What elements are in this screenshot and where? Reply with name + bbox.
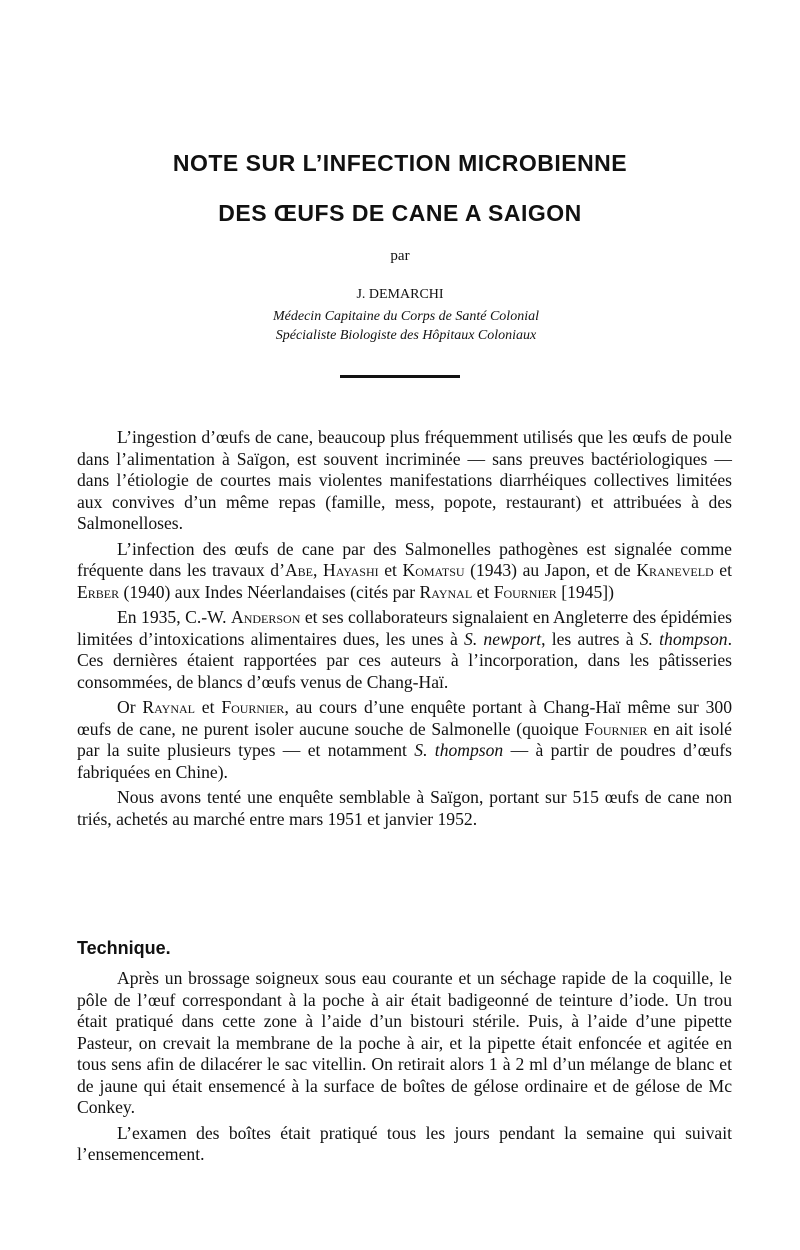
author-ref-fournier: Fournier <box>221 697 285 717</box>
author-ref-anderson: Anderson <box>230 607 301 627</box>
article-title-line-2: DES ŒUFS DE CANE A SAIGON <box>218 200 582 226</box>
body-section-technique <box>77 968 732 1170</box>
author-ref-hayashi: Hayashi <box>323 560 379 580</box>
author-ref-erber: Erber <box>77 581 120 602</box>
species-newport: S. newport <box>464 628 542 649</box>
author-ref-fournier: Fournier <box>493 581 557 602</box>
byline-par: par <box>390 248 410 264</box>
species-thompson: S. thompson <box>414 740 504 760</box>
author-ref-fournier: Fournier <box>584 718 648 739</box>
title-divider <box>340 375 460 378</box>
author-ref-raynal: Raynal <box>419 581 473 602</box>
author-ref-komatsu: Komatsu <box>402 560 465 580</box>
paragraph-2: L’infection des œufs de cane par des Salmonelles pathogènes est signalée comme fréquente dans les travaux d’Abe, Hayashi et Komatsu (1943) au Japon, et de Kraneveld et Erber (1940) aux Indes Néerlandaises (cités par Raynal et Fournier [1945]) <box>77 538 732 602</box>
article-title-line-1: NOTE SUR L’INFECTION MICROBIENNE <box>172 150 628 176</box>
paragraph-6: Après un brossage soigneux sous eau courante et un séchage rapide de la coquille, le pôle de l’œuf correspondant à la poche à air était badigeonné de teinture d’iode. Un trou était pratiqué dans cette zone à l’aide d’un bistouri stérile. Puis, à l’aide d’une pipette Pasteur, on crevait la membrane de la poche à air, et la pipette était enfoncée et agitée en tous sens afin de dilacérer le sac vitellin. On retirait alors 1 à 2 ml d’un mélange de blanc et de jaune qui était ensemencé à la surface de boîtes de gélose ordinaire et de gélose de Mc Conkey. <box>77 968 732 1117</box>
paragraph-3: En 1935, C.-W. Anderson et ses collaborateurs signalaient en Angleterre des épidémies limitées d’intoxications alimentaires dues, les unes à S. newport, les autres à S. thompson. Ces dernières étaient rapportées par ces auteurs à l’incorporation, dans les pâtisseries consommées, de blancs d’œufs venus de Chang-Haï. <box>77 607 732 692</box>
author-ref-raynal: Raynal <box>142 697 196 717</box>
author-affiliation-2: Spécialiste Biologiste des Hôpitaux Coloniaux <box>275 328 537 343</box>
author-name: J. DEMARCHI <box>356 287 444 302</box>
author-ref-abe: Abe <box>284 560 314 580</box>
paragraph-4: Or Raynal et Fournier, au cours d’une enquête portant à Chang-Haï même sur 300 œufs de cane, ne purent isoler aucune souche de Salmonelle (quoique Fournier en ait isolé par la suite plusieurs types — et notamment S. thompson — à partir de poudres d’œufs fabriquées en Chine). <box>77 697 732 782</box>
species-thompson: S. thompson <box>639 628 728 649</box>
author-ref-kraneveld: Kraneveld <box>636 560 714 580</box>
paragraph-5: Nous avons tenté une enquête semblable à Saïgon, portant sur 515 œufs de cane non triés, achetés au marché entre mars 1951 et janvier 1952. <box>77 787 732 829</box>
body-section-intro <box>77 427 732 834</box>
section-heading-technique: Technique. <box>77 938 171 958</box>
author-affiliation-1: Médecin Capitaine du Corps de Santé Colonial <box>273 309 539 324</box>
paragraph-7: L’examen des boîtes était pratiqué tous les jours pendant la semaine qui suivait l’ensemencement. <box>77 1122 732 1164</box>
paragraph-1: L’ingestion d’œufs de cane, beaucoup plus fréquemment utilisés que les œufs de poule dans l’alimentation à Saïgon, est souvent incriminée — sans preuves bactériologiques — dans l’étiologie de courtes mais violentes manifestations diarrhéiques collectives limitées aux convives d’un même repas (famille, mess, popote, restaurant) et attribuées à des Salmonelloses. <box>77 427 732 533</box>
